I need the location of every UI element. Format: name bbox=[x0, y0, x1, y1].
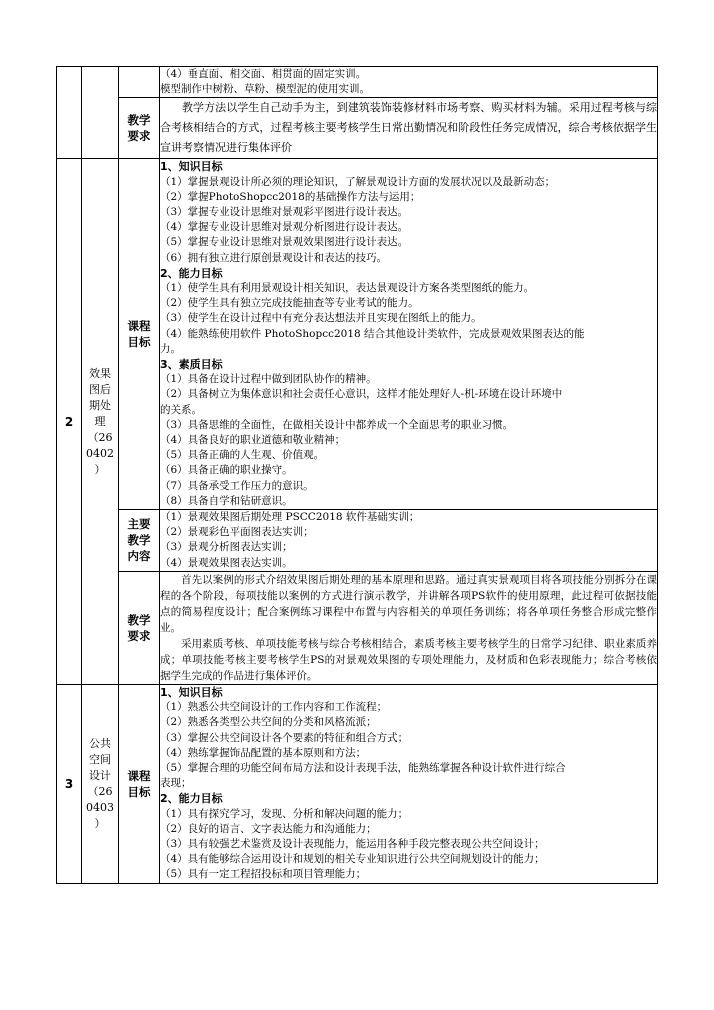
list-item: （6）拥有独立进行原创景观设计和表达的技巧。 bbox=[160, 251, 388, 264]
section-label-course-goals: 课程 目标 bbox=[119, 159, 160, 510]
list-item: （2）掌握PhotoShopcc2018的基础操作方法与运用； bbox=[160, 190, 421, 203]
list-item: （6）具备正确的职业操守。 bbox=[160, 464, 293, 477]
list-item: （2）使学生具有独立完成技能抽查等专业考试的能力。 bbox=[160, 297, 419, 310]
list-item: （5）掌握专业设计思维对景观效果图进行设计表达。 bbox=[160, 236, 409, 249]
row-number-cell: 2 bbox=[57, 159, 82, 684]
list-item: （2）良好的语言、文字表达能力和沟通能力； bbox=[160, 822, 377, 835]
list-item: （5）掌握合理的功能空间布局方法和设计表现手法，能熟练掌握各种设计软件进行综合 bbox=[160, 761, 566, 774]
list-item: （4）具有能够综合运用设计和规划的相关专业知识进行公共空间规划设计的能力； bbox=[160, 853, 545, 866]
list-item-continuation: 力。 bbox=[160, 342, 181, 355]
table-row bbox=[57, 510, 658, 572]
ability-goals-heading: 2、能力目标 bbox=[160, 266, 223, 280]
table-row bbox=[57, 571, 658, 684]
list-item: （1）掌握景观设计所必须的理论知识，了解景观设计方面的发展状况以及最新动态； bbox=[160, 175, 556, 188]
knowledge-goals-heading: 1、知识目标 bbox=[160, 160, 223, 174]
list-item: （2）熟悉各类型公共空间的分类和风格流派； bbox=[160, 716, 377, 729]
table-row bbox=[57, 98, 658, 159]
ability-goals-heading: 2、能力目标 bbox=[160, 792, 223, 806]
course-goals-cell bbox=[160, 684, 658, 883]
section-label-course-goals: 课程 目标 bbox=[119, 684, 160, 883]
section-label-teaching-requirements: 教学 要求 bbox=[119, 571, 160, 684]
list-item: 的关系。 bbox=[160, 403, 202, 416]
list-item: （2）具备树立为集体意识和社会责任心意识，这样才能处理好人-机-环境在设计环境中 bbox=[160, 388, 563, 401]
teaching-requirements-paragraph: 首先以案例的形式介绍效果图后期处理的基本原理和思路。通过真实景观项目将各项技能分别拆分在课程的各个阶段，每项技能以案例的方式进行演示教学，并讲解各项PS软件的使用原理，此过程可依据技能点的简易程度设计；配合案例练习课程中布置与内容相关的单项任务训练；将各单项任务整合形成完整作业。 bbox=[160, 573, 657, 634]
course-name-cell bbox=[82, 67, 119, 159]
table-row bbox=[57, 684, 658, 883]
table-row bbox=[57, 159, 658, 510]
quality-goals-heading: 3、素质目标 bbox=[160, 358, 223, 372]
table-row bbox=[57, 67, 658, 98]
list-item: （3）使学生在设计过程中有充分表达想法并且实现在图纸上的能力。 bbox=[160, 312, 482, 325]
list-item: （1）具有探究学习，发现、分析和解决问题的能力； bbox=[160, 807, 409, 820]
curriculum-table bbox=[56, 66, 658, 884]
list-item: （3）掌握公共空间设计各个要素的特征和组合方式； bbox=[160, 731, 409, 744]
list-item: （4）具备良好的职业道德和敬业精神； bbox=[160, 434, 346, 447]
training-content-cell bbox=[160, 67, 658, 98]
list-item: （8）具备自学和钻研意识。 bbox=[160, 494, 293, 507]
list-item: （4）景观效果图表达实训。 bbox=[160, 556, 293, 569]
teaching-requirements-paragraph: 采用素质考核、单项技能考核与综合考核相结合，素质考核主要考核学生的日常学习纪律、职业素质养成；单项技能考核主要考核学生PS的对景观效果图的专项处理能力，及材质和色彩表现能力；综合考核依据学生完成的作品进行集体评价。 bbox=[160, 637, 657, 682]
list-item: （5）具备正确的人生观、价值观。 bbox=[160, 449, 325, 462]
course-name-cell: 公共 空间 设计 （26 0403 ） bbox=[82, 684, 119, 883]
teaching-requirements-cell bbox=[160, 98, 658, 159]
list-item: （3）掌握专业设计思维对景观彩平图进行设计表达。 bbox=[160, 206, 409, 219]
list-item: （3）具有较强艺术鉴赏及设计表现能力，能运用各种手段完整表现公共空间设计； bbox=[160, 837, 545, 850]
course-name-cell: 效果 图后 期处 理 （26 0402 ） bbox=[82, 159, 119, 684]
section-label-main-content: 主要 教学 内容 bbox=[119, 510, 160, 572]
course-goals-cell bbox=[160, 159, 658, 510]
content-line: （4）垂直面、相交面、相贯面的固定实训。 bbox=[160, 68, 367, 80]
section-label-teaching-requirements: 教学 要求 bbox=[119, 98, 160, 159]
list-item: （4）能熟练使用软件 PhotoShopcc2018 结合其他设计类软件，完成景观效果图表达的能 bbox=[160, 327, 585, 340]
knowledge-goals-heading: 1、知识目标 bbox=[160, 685, 223, 699]
list-item: （2）景观彩色平面图表达实训； bbox=[160, 526, 314, 539]
teaching-requirements-text: 教学方法以学生自己动手为主，到建筑装饰装修材料市场考察、购买材料为辅。采用过程考核与综合考核相结合的方式，过程考核主要考核学生日常出勤情况和阶段性任务完成情况，综合考核依据学生宣讲考察情况进行集体评价 bbox=[160, 101, 657, 155]
list-item: （1）熟悉公共空间设计的工作内容和工作流程； bbox=[160, 701, 388, 714]
main-content-cell bbox=[160, 510, 658, 572]
list-item: （5）具有一定工程招投标和项目管理能力； bbox=[160, 868, 367, 881]
list-item: （3）景观分析图表达实训； bbox=[160, 541, 293, 554]
list-item: （1）使学生具有利用景观设计相关知识，表达景观设计方案各类型图纸的能力。 bbox=[160, 282, 535, 295]
list-item: （7）具备承受工作压力的意识。 bbox=[160, 479, 314, 492]
content-line: 模型制作中树粉、草粉、模型泥的使用实训。 bbox=[160, 83, 370, 96]
teaching-requirements-cell bbox=[160, 571, 658, 684]
list-item: （1）景观效果图后期处理 PSCC2018 软件基础实训； bbox=[160, 511, 420, 524]
list-item: （1）具备在设计过程中做到团队协作的精神。 bbox=[160, 373, 377, 386]
list-item: （4）掌握专业设计思维对景观分析图进行设计表达。 bbox=[160, 221, 409, 234]
list-item-continuation: 表现； bbox=[160, 777, 192, 790]
list-item: （3）具备思维的全面性，在做相关设计中都养成一个全面思考的职业习惯。 bbox=[160, 418, 514, 431]
row-number-cell: 3 bbox=[57, 684, 82, 883]
list-item: （4）熟练掌握饰品配置的基本原则和方法； bbox=[160, 746, 367, 759]
row-number-cell bbox=[57, 67, 82, 159]
section-label-cell bbox=[119, 67, 160, 98]
